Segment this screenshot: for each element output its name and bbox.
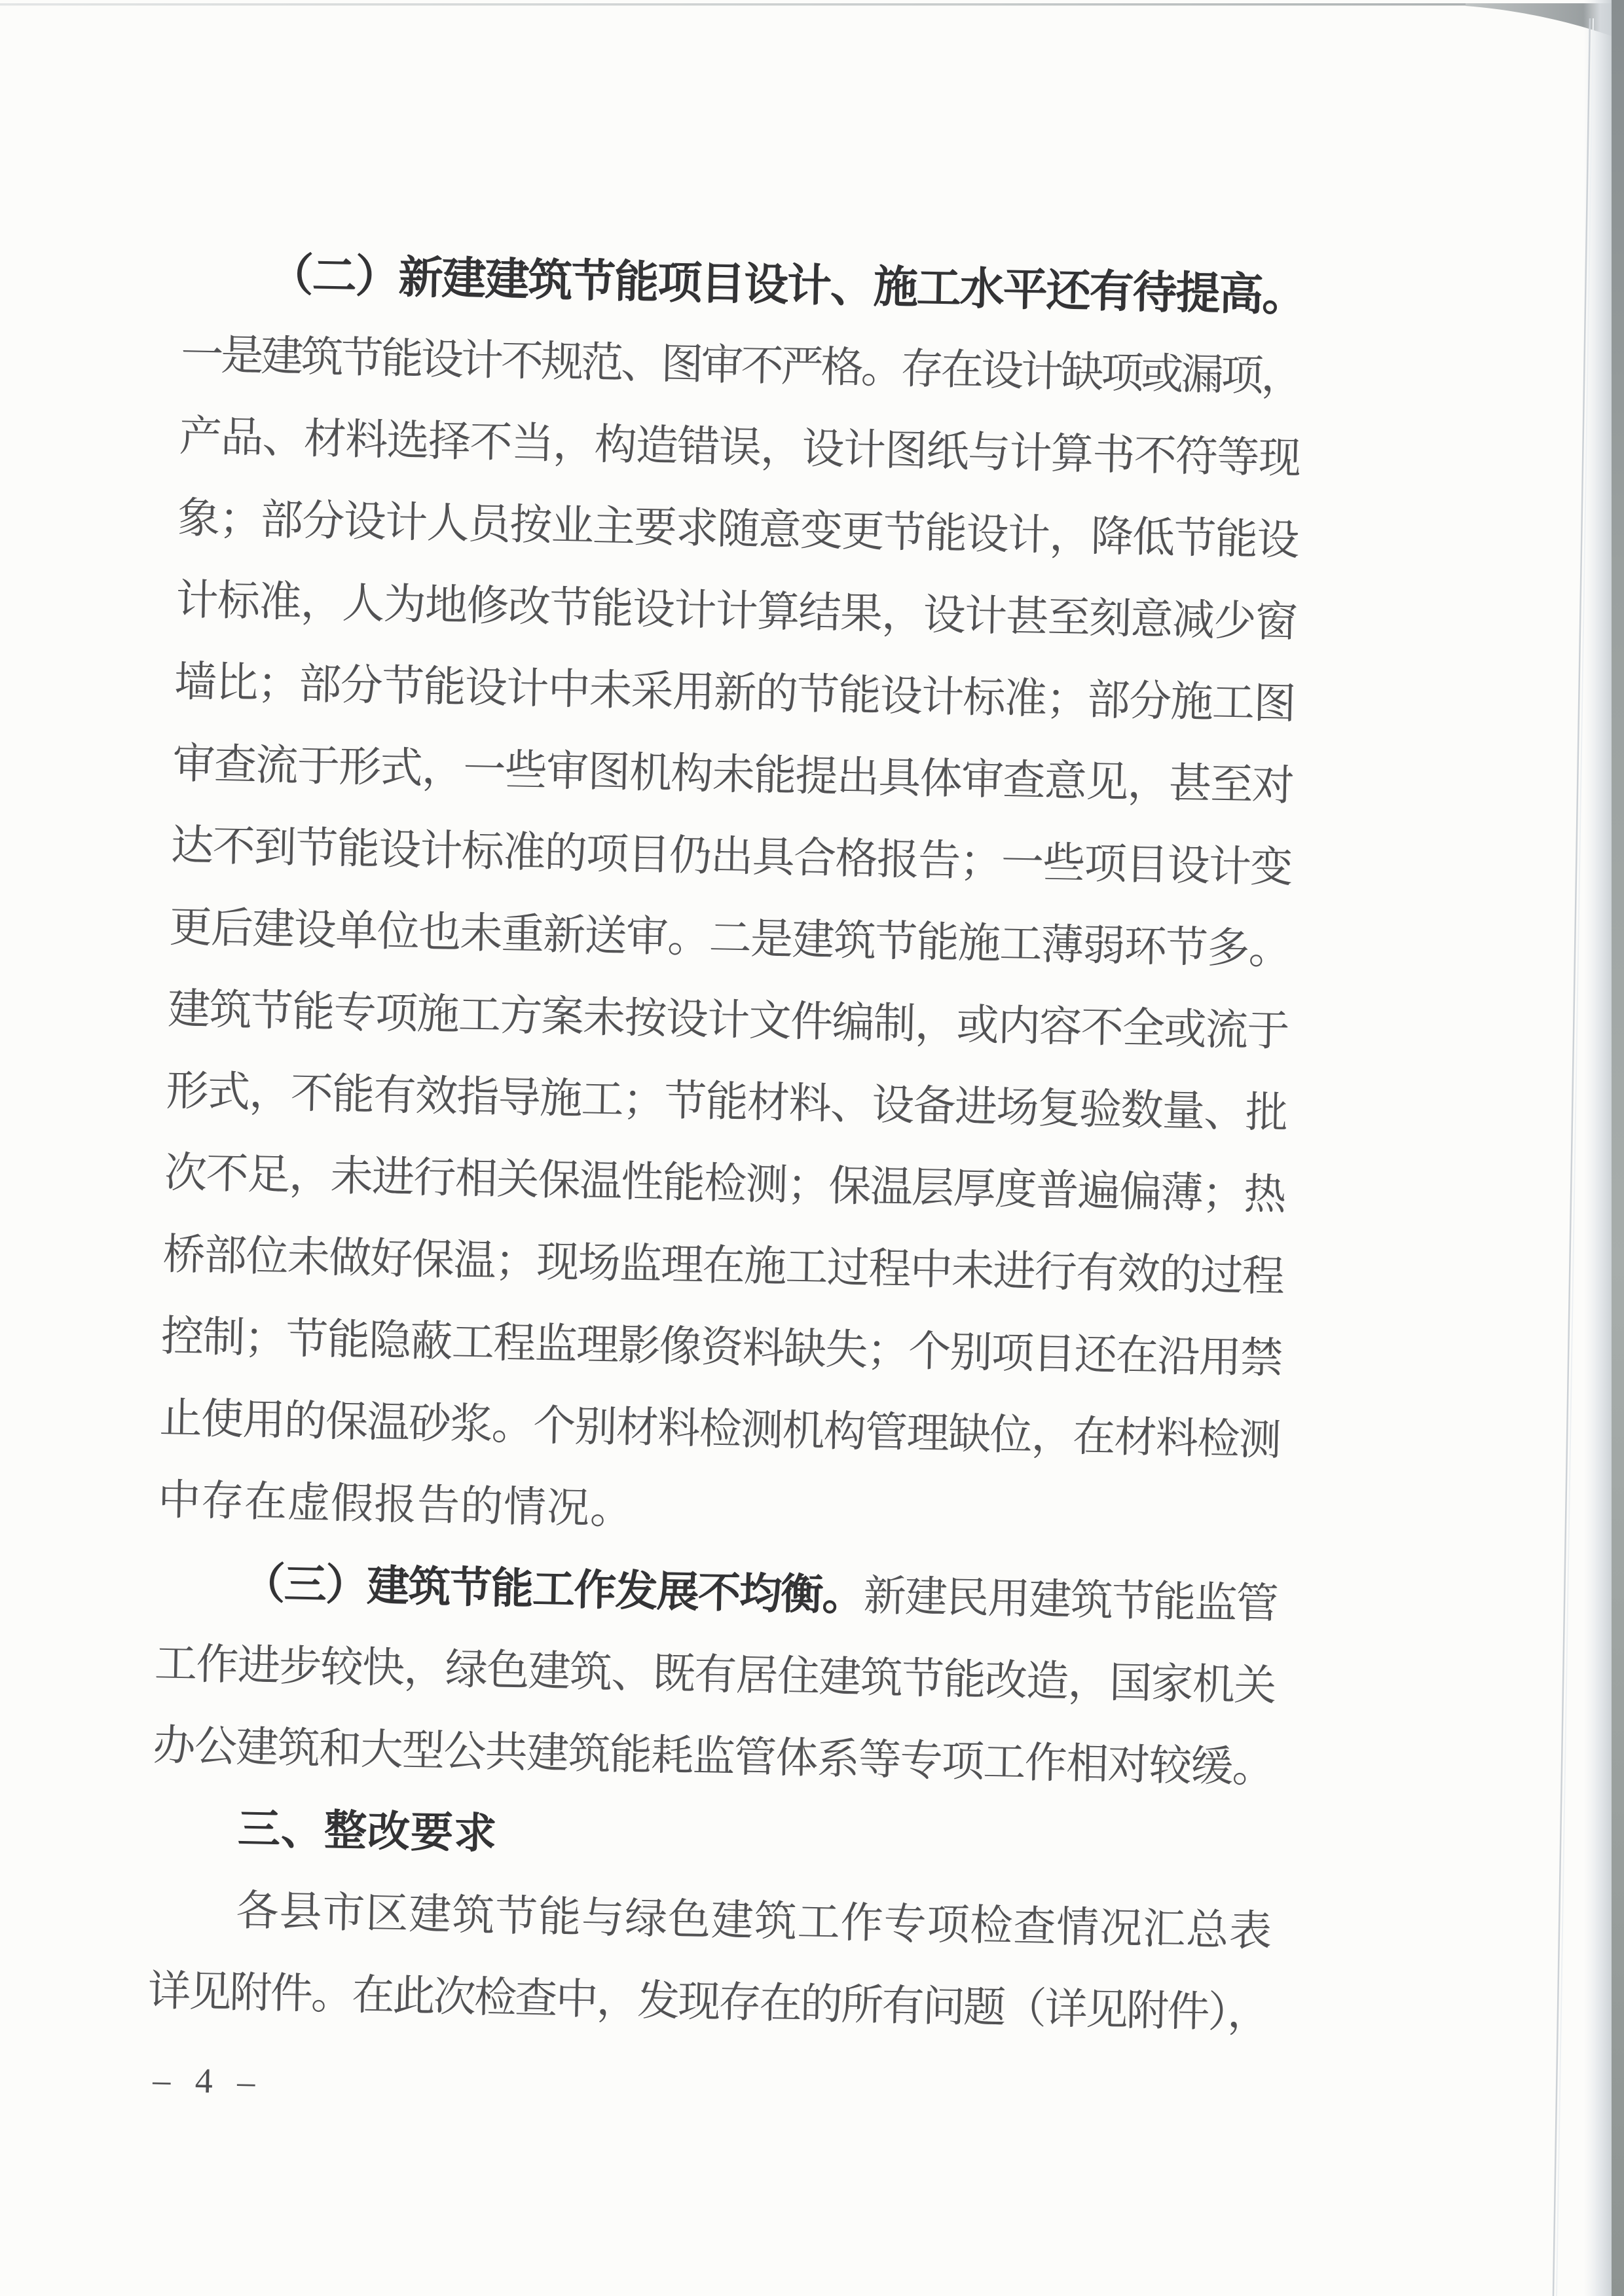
heading-rectification-label: 三、整改要求 — [237, 1806, 498, 1859]
page-number: – 4 – — [152, 2060, 260, 2102]
text-line: 详见附件。在此次检查中，发现存在的所有问题（详见附件）， — [147, 1967, 1269, 2037]
text-line: 审查流于形式，一些审图机构未能提出具体审查意见，甚至对 — [172, 740, 1294, 811]
scan-right-light-band — [1583, 0, 1614, 2296]
text-line: 控制；节能隐蔽工程监理影像资料缺失；个别项目还在沿用禁 — [160, 1313, 1283, 1383]
heading-section-3: （三）建筑节能工作发展不均衡。新建民用建筑节能监管 — [242, 1560, 1278, 1628]
text-line: 办公建筑和大型公共建筑能耗监管体系等专项工作相对较缓。 — [152, 1722, 1274, 1792]
text-line: 次不足，未进行相关保温性能检测；保温层厚度普遍偏薄；热 — [164, 1149, 1286, 1220]
text-line: 墙比；部分节能设计中未采用新的节能设计标准；部分施工图 — [174, 658, 1296, 729]
text-line: 产品、材料选择不当，构造错误，设计图纸与计算书不符等现 — [179, 412, 1301, 483]
scan-right-edge-shadow — [1612, 0, 1624, 2296]
heading-section-2-label: （二）新建建筑节能项目设计、施工水平还有待提高。 — [268, 249, 1306, 321]
heading-section-3-label: （三）建筑节能工作发展不均衡。 — [242, 1560, 864, 1620]
text-line: 一是建筑节能设计不规范、图审不严格。存在设计缺项或漏项， — [180, 331, 1302, 401]
text-line: 象；部分设计人员按业主要求随意变更节能设计，降低节能设 — [177, 494, 1299, 565]
text-line: 桥部位未做好保温；现场监理在施工过程中未进行有效的过程 — [162, 1231, 1284, 1302]
scan-crease-line — [1553, 18, 1590, 2296]
text-line: 各县市区建筑节能与绿色建筑工作专项检查情况汇总表 — [235, 1887, 1273, 1956]
text-line: 工作进步较快，绿色建筑、既有居住建筑节能改造，国家机关 — [154, 1640, 1276, 1710]
text-line: 建筑节能专项施工方案未按设计文件编制，或内容不全或流于 — [167, 985, 1289, 1056]
text-line: 止使用的保温砂浆。个别材料检测机构管理缺位，在材料检测 — [158, 1394, 1281, 1465]
text-line: 更后建设单位也未重新送审。二是建筑节能施工薄弱环节多。 — [168, 903, 1291, 974]
text-line: 形式，不能有效指导施工；节能材料、设备进场复验数量、批 — [165, 1067, 1287, 1138]
scan-crease-highlight — [1557, 18, 1593, 2296]
text-line: 达不到节能设计标准的项目仍出具合格报告；一些项目设计变 — [170, 822, 1293, 892]
document-text — [147, 232, 1323, 2102]
text-line: 中存在虚假报告的情况。 — [157, 1476, 634, 1534]
scan-corner-shadow — [1466, 3, 1624, 41]
scan-top-hairline — [0, 3, 1624, 6]
text-line: 计标准，人为地修改节能设计计算结果，设计甚至刻意减少窗 — [175, 576, 1297, 647]
